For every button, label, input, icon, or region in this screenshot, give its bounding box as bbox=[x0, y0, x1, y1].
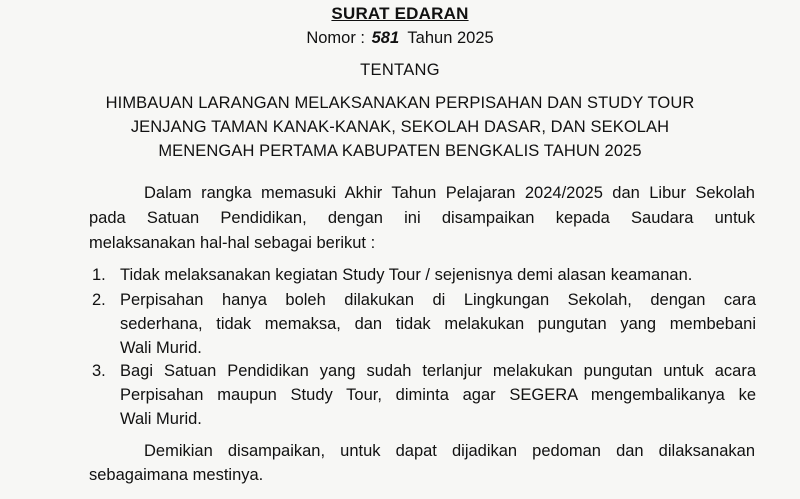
list-item-number: 3. bbox=[92, 362, 106, 380]
list-item-3-line-1: Bagi Satuan Pendidikan yang sudah terlanjur melakukan pungutan untuk acara bbox=[120, 362, 756, 380]
intro-line-3: melaksanakan hal-hal sebagai berikut : bbox=[89, 234, 376, 252]
nomor-value: 581 bbox=[371, 29, 400, 47]
nomor-label: Nomor : bbox=[306, 29, 365, 47]
document-title: SURAT EDARAN bbox=[331, 4, 469, 23]
subject-line-3: MENENGAH PERTAMA KABUPATEN BENGKALIS TAHUN 2025 bbox=[158, 142, 642, 160]
intro-line-1: Dalam rangka memasuki Akhir Tahun Pelajaran 2024/2025 dan Libur Sekolah bbox=[144, 184, 755, 202]
nomor-year: Tahun 2025 bbox=[407, 29, 494, 47]
tentang-heading: TENTANG bbox=[360, 61, 440, 79]
closing-line-1: Demikian disampaikan, untuk dapat dijadikan pedoman dan dilaksanakan bbox=[144, 442, 755, 460]
list-item-2-line-1: Perpisahan hanya boleh dilakukan di Lingkungan Sekolah, dengan cara bbox=[120, 291, 756, 309]
intro-line-2: pada Satuan Pendidikan, dengan ini disampaikan kepada Saudara untuk bbox=[89, 209, 755, 227]
list-item-number: 1. bbox=[92, 266, 106, 284]
subject-line-1: HIMBAUAN LARANGAN MELAKSANAKAN PERPISAHAN DAN STUDY TOUR bbox=[105, 94, 695, 112]
list-item-3-line-3: Wali Murid. bbox=[120, 410, 202, 428]
subject-line-2: JENJANG TAMAN KANAK-KANAK, SEKOLAH DASAR, DAN SEKOLAH bbox=[130, 118, 670, 136]
list-item-number: 2. bbox=[92, 291, 106, 309]
closing-line-2: sebagaimana mestinya. bbox=[89, 466, 264, 484]
document-number bbox=[0, 29, 800, 48]
list-item-3-line-2: Perpisahan maupun Study Tour, diminta agar SEGERA mengembalikanya ke bbox=[120, 386, 756, 404]
list-item-2-line-3: Wali Murid. bbox=[120, 339, 202, 357]
list-item-1-line-1: Tidak melaksanakan kegiatan Study Tour / sejenisnya demi alasan keamanan. bbox=[120, 266, 693, 284]
list-item-2-line-2: sederhana, tidak memaksa, dan tidak melakukan pungutan yang membebani bbox=[120, 315, 756, 333]
